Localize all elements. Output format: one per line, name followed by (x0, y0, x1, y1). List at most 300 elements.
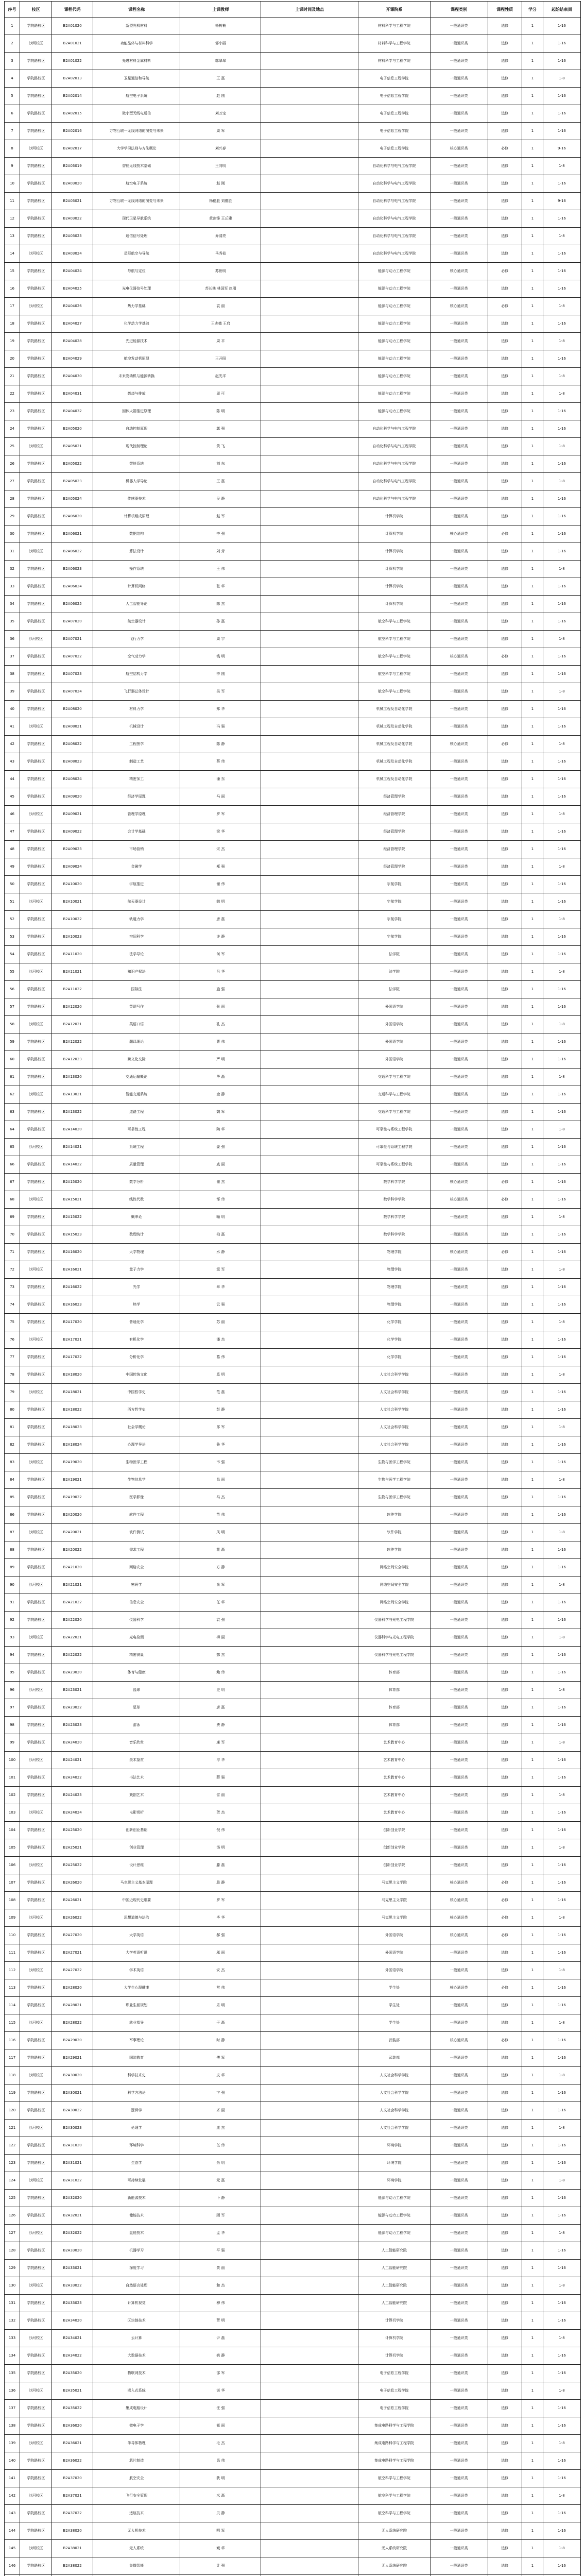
cell-teacher: 时 静 (180, 2032, 261, 2049)
cell-teacher: 葛 伟 (180, 1349, 261, 1366)
cell-teacher: 祁 丽 (180, 2417, 261, 2435)
cell-course-name: 军事理论 (93, 2032, 180, 2049)
table-row (5, 1209, 581, 1226)
table-row (5, 1244, 581, 1261)
cell-weeks: 1-8 (543, 1314, 580, 1331)
cell-category: 一般通识类 (430, 823, 488, 841)
cell-course-name: 物联网技术 (93, 2365, 180, 2382)
cell-category: 一般通识类 (430, 1086, 488, 1104)
cell-index: 109 (5, 1909, 20, 1927)
cell-course-code: B2A06020 (52, 508, 93, 526)
cell-category: 一般通识类 (430, 1769, 488, 1787)
cell-credits: 1 (522, 1577, 543, 1594)
cell-credits: 1 (522, 561, 543, 578)
cell-teacher: 周 宇 (180, 631, 261, 648)
cell-index: 103 (5, 1804, 20, 1822)
cell-campus: 学院路校区 (20, 2347, 52, 2365)
cell-category: 一般通识类 (430, 2014, 488, 2032)
cell-index: 56 (5, 981, 20, 998)
cell-course-code: B2A07020 (52, 613, 93, 631)
cell-course-name: 无人机技术 (93, 2522, 180, 2540)
header-course-name: 课程名称 (93, 2, 180, 18)
cell-nature: 必修 (488, 298, 522, 315)
cell-credits: 1 (522, 420, 543, 438)
cell-index: 49 (5, 858, 20, 876)
cell-course-name: 深度学习 (93, 2260, 180, 2277)
table-row (5, 753, 581, 771)
cell-course-name: 中国近现代史纲要 (93, 1892, 180, 1909)
cell-time-location (261, 561, 358, 578)
cell-index: 82 (5, 1436, 20, 1454)
cell-campus: 学院路校区 (20, 1436, 52, 1454)
table-row (5, 526, 581, 543)
cell-campus: 学院路校区 (20, 1612, 52, 1629)
cell-credits: 1 (522, 578, 543, 596)
cell-category: 一般通识类 (430, 1139, 488, 1156)
cell-time-location (261, 2225, 358, 2242)
cell-course-code: B2A35022 (52, 2400, 93, 2417)
cell-teacher: 史 明 (180, 1682, 261, 1699)
cell-course-name: 飞行力学 (93, 631, 180, 648)
cell-teacher: 蔡 伟 (180, 753, 261, 771)
cell-category: 一般通识类 (430, 1401, 488, 1419)
table-row (5, 543, 581, 561)
cell-index: 6 (5, 105, 20, 123)
table-row (5, 1787, 581, 1804)
cell-time-location (261, 858, 358, 876)
cell-teacher: 王开阳 (180, 350, 261, 368)
cell-course-name: 思想道德与法治 (93, 1909, 180, 1927)
cell-campus: 学院路校区 (20, 1489, 52, 1506)
cell-course-name: 生态学 (93, 2155, 180, 2172)
cell-category: 一般通识类 (430, 1226, 488, 1244)
cell-teacher: 赵 军 (180, 508, 261, 526)
table-row (5, 2155, 581, 2172)
cell-department: 物理学院 (358, 1279, 431, 1296)
course-schedule-sheet (4, 1, 581, 2576)
cell-nature: 选修 (488, 1962, 522, 1979)
cell-course-code: B2A37022 (52, 2505, 93, 2522)
cell-teacher: 乔清亮 (180, 228, 261, 245)
cell-weeks: 1-16 (543, 1296, 580, 1314)
cell-course-code: B2A02016 (52, 123, 93, 140)
cell-department: 自动化科学与电气工程学院 (358, 228, 431, 245)
cell-course-code: B2A21021 (52, 1577, 93, 1594)
cell-campus: 学院路校区 (20, 1506, 52, 1524)
cell-category: 一般通识类 (430, 210, 488, 228)
cell-time-location (261, 1244, 358, 1261)
cell-time-location (261, 35, 358, 53)
cell-course-code: B2A25020 (52, 1822, 93, 1839)
cell-time-location (261, 1314, 358, 1331)
table-row (5, 648, 581, 666)
cell-course-name: 学术英语 (93, 1962, 180, 1979)
cell-department: 外国语学院 (358, 1962, 431, 1979)
cell-time-location (261, 123, 358, 140)
cell-credits: 1 (522, 1471, 543, 1489)
table-row (5, 1699, 581, 1717)
cell-campus: 沙河校区 (20, 963, 52, 981)
cell-credits: 1 (522, 158, 543, 175)
cell-nature: 必修 (488, 1892, 522, 1909)
cell-teacher: 王 磊 (180, 70, 261, 88)
cell-credits: 1 (522, 2435, 543, 2452)
cell-credits: 1 (522, 315, 543, 333)
cell-credits: 1 (522, 88, 543, 105)
cell-category: 一般通识类 (430, 105, 488, 123)
cell-time-location (261, 1997, 358, 2014)
cell-nature: 选修 (488, 613, 522, 631)
cell-category: 一般通识类 (430, 2382, 488, 2400)
cell-weeks: 1-16 (543, 1699, 580, 1717)
cell-index: 58 (5, 1016, 20, 1033)
cell-time-location (261, 210, 358, 228)
cell-credits: 1 (522, 1962, 543, 1979)
cell-campus: 学院路校区 (20, 613, 52, 631)
cell-nature: 选修 (488, 718, 522, 736)
cell-teacher: 水 静 (180, 1244, 261, 1261)
cell-nature: 选修 (488, 1139, 522, 1156)
cell-course-name: 市场营销 (93, 841, 180, 858)
cell-course-code: B2A08020 (52, 701, 93, 718)
table-row (5, 876, 581, 893)
cell-course-name: 跨文化交际 (93, 1051, 180, 1069)
cell-nature: 选修 (488, 2014, 522, 2032)
cell-category: 一般通识类 (430, 1647, 488, 1664)
cell-time-location (261, 490, 358, 508)
table-row (5, 2505, 581, 2522)
cell-index: 81 (5, 1419, 20, 1436)
cell-credits: 1 (522, 1261, 543, 1279)
cell-time-location (261, 403, 358, 420)
cell-credits: 1 (522, 2417, 543, 2435)
cell-time-location (261, 963, 358, 981)
cell-weeks: 1-16 (543, 893, 580, 911)
cell-campus: 学院路校区 (20, 753, 52, 771)
cell-nature: 选修 (488, 315, 522, 333)
cell-category: 一般通识类 (430, 368, 488, 385)
cell-department: 自动化科学与电气工程学院 (358, 193, 431, 210)
cell-credits: 1 (522, 1506, 543, 1524)
cell-weeks: 1-8 (543, 806, 580, 823)
cell-course-name: 信息安全 (93, 1594, 180, 1612)
cell-campus: 学院路校区 (20, 823, 52, 841)
table-row (5, 53, 581, 70)
cell-time-location (261, 1524, 358, 1541)
cell-weeks: 1-8 (543, 963, 580, 981)
cell-campus: 沙河校区 (20, 245, 52, 263)
cell-weeks: 1-8 (543, 1962, 580, 1979)
cell-credits: 1 (522, 2452, 543, 2470)
cell-course-name: 工程图学 (93, 736, 180, 753)
cell-index: 84 (5, 1471, 20, 1489)
cell-course-name: 适航技术 (93, 2505, 180, 2522)
cell-time-location (261, 1279, 358, 1296)
cell-campus: 学院路校区 (20, 2522, 52, 2540)
cell-nature: 选修 (488, 105, 522, 123)
cell-nature: 选修 (488, 2120, 522, 2137)
cell-index: 130 (5, 2277, 20, 2295)
cell-category: 一般通识类 (430, 455, 488, 473)
cell-category: 核心通识类 (430, 648, 488, 666)
cell-teacher: 倪 伟 (180, 1822, 261, 1839)
cell-department: 艺术教育中心 (358, 1734, 431, 1752)
cell-credits: 1 (522, 1629, 543, 1647)
cell-category: 一般通识类 (430, 1541, 488, 1559)
cell-category: 一般通识类 (430, 245, 488, 263)
cell-teacher: 郭 强 (180, 420, 261, 438)
cell-time-location (261, 105, 358, 123)
cell-category: 一般通识类 (430, 1033, 488, 1051)
cell-category: 一般通识类 (430, 666, 488, 683)
cell-nature: 选修 (488, 1261, 522, 1279)
cell-credits: 1 (522, 596, 543, 613)
cell-index: 27 (5, 473, 20, 490)
cell-credits: 1 (522, 490, 543, 508)
cell-course-name: 环境科学 (93, 2137, 180, 2155)
cell-nature: 选修 (488, 508, 522, 526)
cell-category: 一般通识类 (430, 350, 488, 368)
cell-department: 人文社会科学学院 (358, 1419, 431, 1436)
cell-time-location (261, 70, 358, 88)
cell-course-name: 操作系统 (93, 561, 180, 578)
cell-course-code: B2A10021 (52, 893, 93, 911)
cell-time-location (261, 193, 358, 210)
cell-category: 一般通识类 (430, 1489, 488, 1506)
cell-credits: 1 (522, 648, 543, 666)
cell-weeks: 1-16 (543, 1436, 580, 1454)
cell-course-code: B2A31021 (52, 2155, 93, 2172)
cell-credits: 1 (522, 2260, 543, 2277)
cell-course-name: 机器学习 (93, 2242, 180, 2260)
cell-campus: 学院路校区 (20, 2400, 52, 2417)
cell-teacher: 郑 华 (180, 701, 261, 718)
cell-weeks: 1-16 (543, 1174, 580, 1191)
cell-course-code: B2A09022 (52, 823, 93, 841)
cell-nature: 选修 (488, 2365, 522, 2382)
cell-campus: 学院路校区 (20, 508, 52, 526)
cell-department: 无人系统研究院 (358, 2557, 431, 2575)
cell-time-location (261, 1366, 358, 1384)
cell-campus: 学院路校区 (20, 1069, 52, 1086)
cell-department: 计算机学院 (358, 2312, 431, 2330)
cell-index: 77 (5, 1349, 20, 1366)
cell-department: 数学科学学院 (358, 1191, 431, 1209)
cell-course-code: B2A15023 (52, 1226, 93, 1244)
cell-weeks: 1-16 (543, 2557, 580, 2575)
cell-course-name: 软件工程 (93, 1506, 180, 1524)
cell-category: 一般通识类 (430, 963, 488, 981)
cell-department: 仪器科学与光电工程学院 (358, 1629, 431, 1647)
cell-weeks: 1-16 (543, 1594, 580, 1612)
cell-nature: 选修 (488, 1033, 522, 1051)
cell-index: 114 (5, 1997, 20, 2014)
cell-credits: 1 (522, 2347, 543, 2365)
cell-index: 105 (5, 1839, 20, 1857)
table-row (5, 561, 581, 578)
cell-weeks: 1-16 (543, 1874, 580, 1892)
cell-time-location (261, 228, 358, 245)
cell-course-name: 航天器设计 (93, 893, 180, 911)
cell-nature: 选修 (488, 1314, 522, 1331)
cell-course-name: 大学生心理健康 (93, 1979, 180, 1997)
table-row (5, 1559, 581, 1577)
cell-department: 电子信息工程学院 (358, 105, 431, 123)
cell-time-location (261, 1857, 358, 1874)
cell-credits: 1 (522, 963, 543, 981)
cell-index: 41 (5, 718, 20, 736)
cell-department: 生物与医学工程学院 (358, 1454, 431, 1471)
cell-campus: 沙河校区 (20, 1629, 52, 1647)
cell-category: 一般通识类 (430, 490, 488, 508)
cell-teacher: 花 磊 (180, 1541, 261, 1559)
cell-campus: 学院路校区 (20, 1734, 52, 1752)
cell-index: 108 (5, 1892, 20, 1909)
cell-course-name: 自然语言处理 (93, 2277, 180, 2295)
cell-time-location (261, 333, 358, 350)
cell-credits: 1 (522, 193, 543, 210)
cell-nature: 选修 (488, 2505, 522, 2522)
cell-campus: 学院路校区 (20, 858, 52, 876)
cell-course-name: 大学英语 (93, 1927, 180, 1944)
cell-nature: 选修 (488, 1209, 522, 1226)
cell-course-name: 航空电子系统 (93, 175, 180, 193)
cell-course-code: B2A30023 (52, 2120, 93, 2137)
cell-course-code: B2A35020 (52, 2365, 93, 2382)
cell-credits: 1 (522, 823, 543, 841)
cell-campus: 学院路校区 (20, 666, 52, 683)
cell-credits: 1 (522, 911, 543, 928)
cell-credits: 1 (522, 1874, 543, 1892)
cell-campus: 沙河校区 (20, 893, 52, 911)
cell-teacher: 郭小丽 (180, 35, 261, 53)
cell-department: 自动化科学与电气工程学院 (358, 175, 431, 193)
cell-campus: 学院路校区 (20, 1401, 52, 1419)
cell-department: 材料科学与工程学院 (358, 18, 431, 35)
cell-time-location (261, 1682, 358, 1699)
cell-category: 一般通识类 (430, 1436, 488, 1454)
cell-course-name: 系统工程 (93, 1139, 180, 1156)
cell-teacher: 方 静 (180, 1559, 261, 1577)
cell-index: 138 (5, 2417, 20, 2435)
table-row (5, 88, 581, 105)
cell-campus: 学院路校区 (20, 683, 52, 701)
cell-department: 自动化科学与电气工程学院 (358, 438, 431, 455)
table-row (5, 963, 581, 981)
cell-campus: 学院路校区 (20, 736, 52, 753)
cell-credits: 1 (522, 981, 543, 998)
cell-campus: 学院路校区 (20, 2207, 52, 2225)
cell-nature: 选修 (488, 2452, 522, 2470)
cell-index: 5 (5, 88, 20, 105)
cell-category: 一般通识类 (430, 70, 488, 88)
cell-course-code: B2A38022 (52, 2557, 93, 2575)
cell-time-location (261, 1962, 358, 1979)
table-row (5, 403, 581, 420)
cell-course-name: 中国传统文化 (93, 1366, 180, 1384)
cell-course-code: B2A06024 (52, 578, 93, 596)
cell-weeks: 1-16 (543, 2137, 580, 2155)
cell-course-code: B2A17021 (52, 1331, 93, 1349)
cell-index: 110 (5, 1927, 20, 1944)
cell-campus: 学院路校区 (20, 1541, 52, 1559)
cell-nature: 选修 (488, 1016, 522, 1033)
cell-nature: 选修 (488, 1156, 522, 1174)
cell-credits: 1 (522, 753, 543, 771)
cell-index: 33 (5, 578, 20, 596)
cell-teacher: 金 静 (180, 1086, 261, 1104)
cell-weeks: 1-8 (543, 2120, 580, 2137)
cell-credits: 1 (522, 1524, 543, 1541)
cell-department: 生物与医学工程学院 (358, 1471, 431, 1489)
cell-weeks: 1-16 (543, 946, 580, 963)
cell-category: 一般通识类 (430, 2557, 488, 2575)
cell-campus: 学院路校区 (20, 2417, 52, 2435)
cell-index: 44 (5, 771, 20, 788)
cell-department: 法学院 (358, 963, 431, 981)
cell-campus: 沙河校区 (20, 2330, 52, 2347)
cell-teacher: 刘 东 (180, 455, 261, 473)
cell-department: 自动化科学与电气工程学院 (358, 455, 431, 473)
cell-index: 95 (5, 1664, 20, 1682)
table-row (5, 2225, 581, 2242)
cell-index: 111 (5, 1944, 20, 1962)
cell-department: 机械工程及自动化学院 (358, 753, 431, 771)
cell-credits: 1 (522, 1401, 543, 1419)
cell-weeks: 1-8 (543, 1682, 580, 1699)
cell-campus: 学院路校区 (20, 1104, 52, 1121)
cell-course-code: B2A29021 (52, 2049, 93, 2067)
cell-time-location (261, 788, 358, 806)
cell-course-code: B2A30022 (52, 2102, 93, 2120)
cell-credits: 1 (522, 53, 543, 70)
cell-weeks: 1-16 (543, 1139, 580, 1156)
cell-credits: 1 (522, 666, 543, 683)
cell-course-code: B2A09023 (52, 841, 93, 858)
cell-index: 21 (5, 368, 20, 385)
cell-weeks: 1-16 (543, 315, 580, 333)
cell-index: 131 (5, 2295, 20, 2312)
cell-campus: 沙河校区 (20, 2487, 52, 2505)
cell-course-name: 数据结构 (93, 526, 180, 543)
cell-nature: 选修 (488, 1366, 522, 1384)
table-row (5, 315, 581, 333)
cell-category: 一般通识类 (430, 123, 488, 140)
cell-index: 68 (5, 1191, 20, 1209)
cell-course-name: 智能交通系统 (93, 1086, 180, 1104)
cell-category: 一般通识类 (430, 2540, 488, 2557)
cell-time-location (261, 1454, 358, 1471)
cell-time-location (261, 298, 358, 315)
cell-campus: 学院路校区 (20, 333, 52, 350)
cell-campus: 学院路校区 (20, 403, 52, 420)
cell-weeks: 1-8 (543, 1069, 580, 1086)
cell-time-location (261, 998, 358, 1016)
cell-department: 集成电路科学与工程学院 (358, 2435, 431, 2452)
cell-department: 宇航学院 (358, 876, 431, 893)
cell-course-name: 篮球 (93, 1682, 180, 1699)
cell-department: 网络空间安全学院 (358, 1559, 431, 1577)
cell-teacher: 任 华 (180, 1594, 261, 1612)
cell-credits: 1 (522, 1892, 543, 1909)
cell-category: 一般通识类 (430, 1506, 488, 1524)
cell-course-name: 伦理学 (93, 2120, 180, 2137)
cell-credits: 1 (522, 2242, 543, 2260)
cell-course-name: 机器人学导论 (93, 473, 180, 490)
cell-teacher: 赵 刚 (180, 88, 261, 105)
cell-credits: 1 (522, 1734, 543, 1752)
cell-credits: 1 (522, 841, 543, 858)
